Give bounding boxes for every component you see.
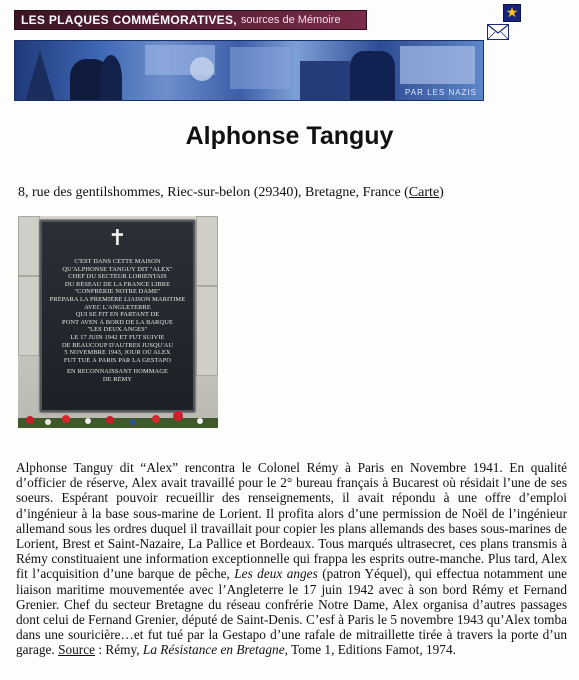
mail-icon[interactable] [487,24,509,40]
source-book-title: La Résistance en Bretagne [142,642,285,658]
plaque-line: C'EST DANS CETTE MAISON [74,258,161,265]
lorraine-cross-icon: ✝ [108,226,127,251]
plaque-line: AVEC L'ANGLETERRE [84,303,151,311]
plaque-line: LE 17 JUIN 1942 ET FUT SUIVIE [70,333,165,341]
plaque-line: 5 NOVEMBRE 1943, JOUR OÙ ALEX [64,349,171,357]
header-banner-image [14,40,484,101]
page-title: Alphonse Tanguy [185,122,394,150]
plaque-line: "LES DEUX ANGES" [87,326,148,334]
plaque-line: DE RÉMY [102,375,133,383]
site-title-bar[interactable] [14,10,367,30]
biography-part-1: Alphonse Tanguy dit “Alex” rencontra le Colonel Rémy à Paris en Novembre 1941. En qualité d’officier de réserve, Alex avait travaillé pour le 2° bureau français à Bucarest où résidait l’une de ses soeurs. Espérant pouvoir recueillir des renseignements, il avait répondu à une offre d’emploi d’ingénieur à la base sous-marine de Lorient. Il profita alors d’une permission de Noël de l’ingénieur allemand sous les ordres duquel il travaillait pour copier les plans allemands des bases sous-marines de Lorient, Brest et Saint-Nazaire, La Pallice et Bordeaux. Tous marqués ultrasecret, ces plans transmis à Rémy constituaient une information exceptionnelle qui frappa les esprits outre-manche. Plus tard, Alex fit l’acquisition d’une barque de pêche, [16,460,567,582]
plaque-photo [18,216,218,428]
memorial-plaque [40,220,195,412]
boat-name: Les deux anges [234,566,318,582]
banner-caption: PAR LES NAZIS [405,88,477,97]
address-line [18,185,444,201]
plaque-line: DE BEAUCOUP D'AUTRES JUSQU'AU [61,341,174,349]
source-link[interactable]: Source [58,642,96,658]
plaque-line: FUT TUÉ À PARIS PAR LA GESTAPO [63,356,172,364]
flowers-image [18,412,218,428]
plaque-line: QU'ALPHONSE TANGUY DIT "ALEX" [62,265,173,273]
biography-part-2: (patron Yéquel), qui effectua notamment une liaison maritime mouvementée avec l’Angleterre le 17 juin 1942 avec à son bord Rémy et Fernand Grenier. Chef du secteur Bretagne du réseau confrérie Notre Dame, Alex organisa d’autres passages dont celui de Fernand Grenier, député de Saint-Denis. C’esf à Paris le 5 novembre 1943 qu’Alex tomba dans une souricière…et fut tué par la Gestapo d’une rafale de mitraillette tirée à travers la porte d’un garage. [16,566,568,658]
plaque-line: CHEF DU SECTEUR LORIENTAIS [68,273,167,281]
plaque-line: QUI SE FIT EN PARTANT DE [75,311,160,319]
source-details: , Tome 1, Editions Famot, 1974. [284,642,456,658]
site-title: LES PLAQUES COMMÉMORATIVES, [21,13,237,27]
map-link[interactable]: Carte [408,185,440,200]
star-icon[interactable]: ★ [503,4,521,22]
address-text: 8, rue des gentilshommes, Riec-sur-belon (29340), Bretagne, France ( [18,185,409,200]
address-close: ) [439,185,444,200]
source-separator: : Rémy, [95,642,143,658]
plaque-line: EN RECONNAISSANT HOMMAGE [67,368,168,376]
plaque-line: DU RÉSEAU DE LA FRANCE LIBRE [64,280,171,288]
plaque-line: PRÉPARA LA PREMIÈRE LIAISON MARITIME [49,295,186,303]
biography-text [16,460,567,658]
plaque-line: PONT AVEN À BORD DE LA BARQUE [62,318,173,326]
site-subtitle: sources de Mémoire [240,14,341,26]
plaque-inscription [42,258,193,384]
plaque-line: "CONFRÉRIE NOTRE DAME" [74,288,161,296]
